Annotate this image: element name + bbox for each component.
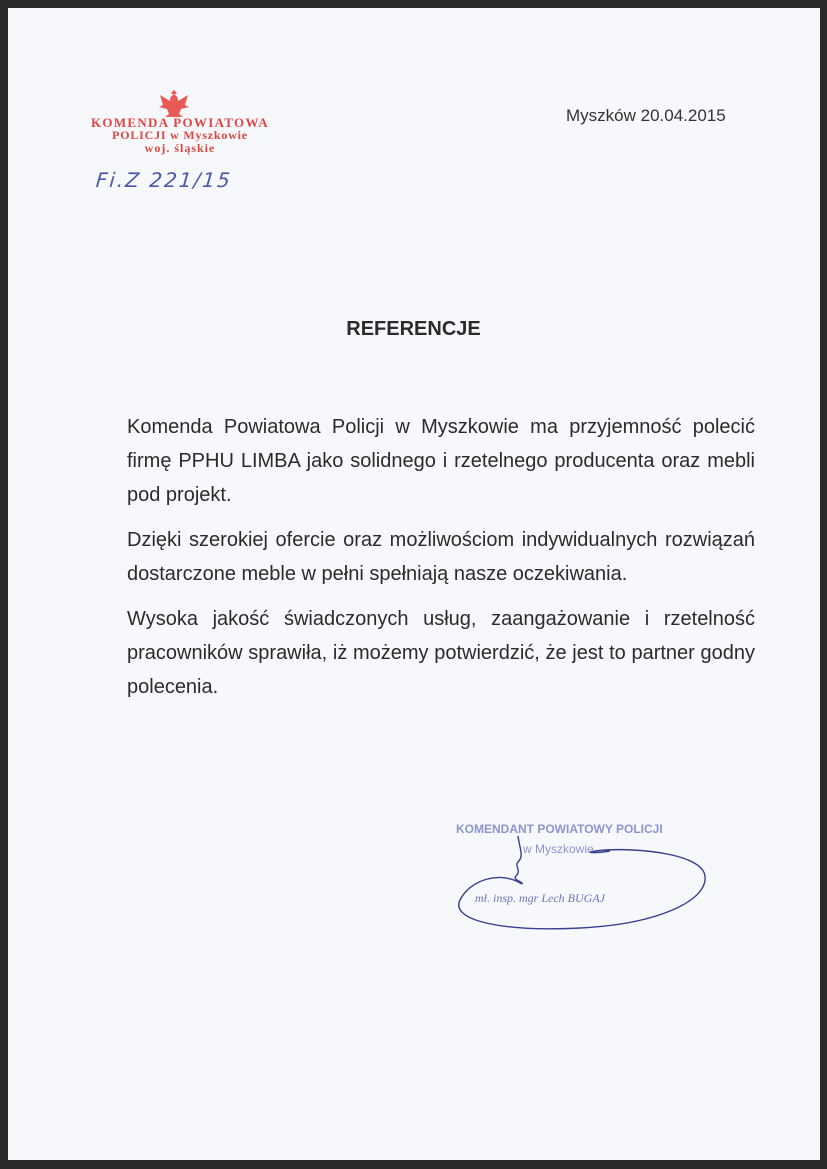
paragraph: Komenda Powiatowa Policji w Myszkowie ma przyjemność polecić firmę PPHU LIMBA jako solidnego i rzetelnego producenta oraz mebli pod projekt. xyxy=(127,416,755,506)
document-title: REFERENCJE xyxy=(346,318,481,340)
paragraph: Dzięki szerokiej ofercie oraz możliwościom indywidualnych rozwiązań dostarczone meble w pełni spełniają nasze oczekiwania. xyxy=(127,529,755,585)
paragraph: Wysoka jakość świadczonych usług, zaangażowanie i rzetelność pracowników sprawiła, iż możemy potwierdzić, że jest to partner godny polecenia. xyxy=(127,608,755,698)
letter-body xyxy=(127,410,755,715)
handwritten-signature xyxy=(440,810,720,940)
signature-stamp-title: KOMENDANT POWIATOWY POLICJI xyxy=(456,822,663,836)
stamp-line: woj. śląskie xyxy=(144,141,216,155)
signature-stamp-city: w Myszkowie xyxy=(523,842,594,856)
stamp-line: POLICJI w Myszkowie xyxy=(112,128,248,142)
reference-number: Fi.Z 221/15 xyxy=(94,168,233,192)
institution-stamp xyxy=(70,116,290,155)
signature-stamp xyxy=(440,810,720,940)
signatory-name: mł. insp. mgr Lech BUGAJ xyxy=(475,891,605,905)
place-date: Myszków 20.04.2015 xyxy=(566,106,726,125)
stamp-line: KOMENDA POWIATOWA xyxy=(91,115,269,130)
